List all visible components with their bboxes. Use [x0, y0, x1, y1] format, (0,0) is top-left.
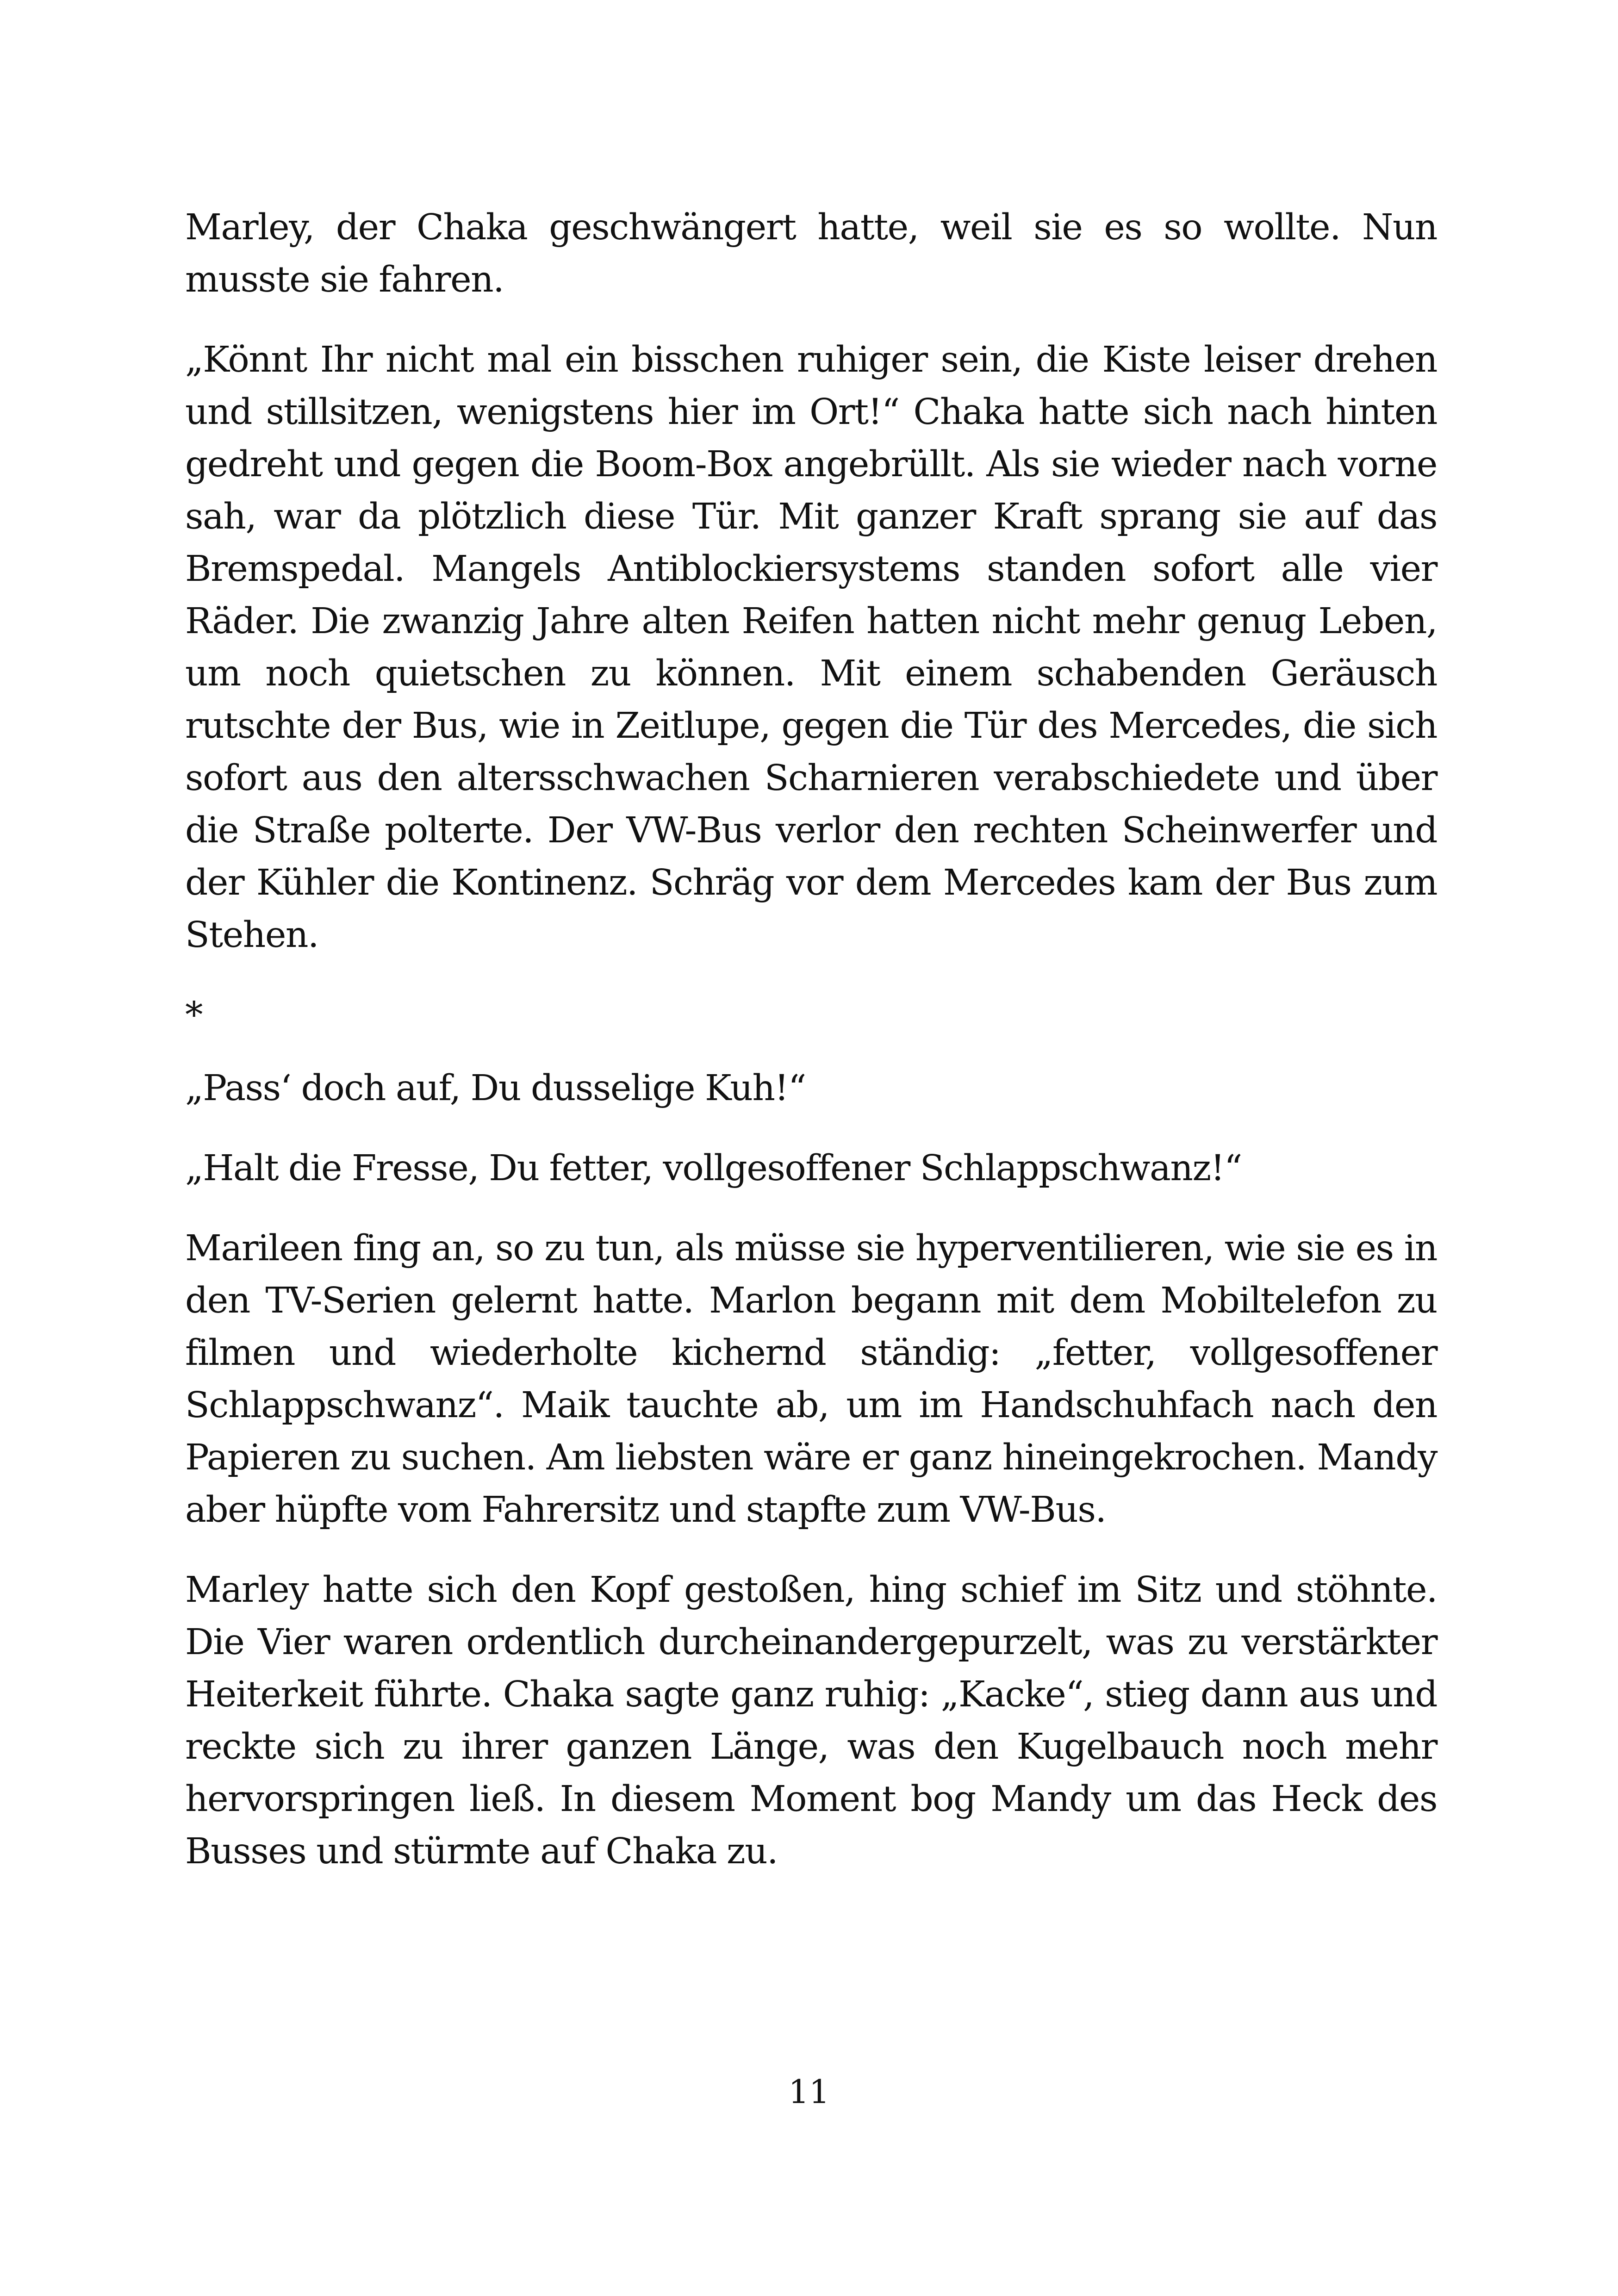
paragraph-chaka-driving: Marley, der Chaka geschwängert hatte, weil sie es so wollte. Nun musste sie fahren. [185, 207, 1437, 300]
dialogue-line-2: „Halt die Fresse, Du fetter, vollgesoffener Schlappschwanz!“ [185, 1148, 1242, 1189]
page-number: 11 [788, 2073, 830, 2111]
paragraph-marileen: Marileen fing an, so zu tun, als müsse sie hyperventilieren, wie sie es in den TV-Serien gelernt hatte. Marlon begann mit dem Mobiltelefon zu filmen und wiederholte kichernd ständig: „fetter, vollgesoffener Schlappschwanz“. Maik tauchte ab, um im Handschuhfach nach den Papieren zu suchen. Am liebsten wäre er ganz hineingekrochen. Mandy aber hüpfte vom Fahrersitz und stapfte zum VW-Bus. [185, 1228, 1437, 1531]
section-separator: * [185, 995, 202, 1036]
dialogue-line-1: „Pass‘ doch auf, Du dusselige Kuh!“ [185, 1068, 806, 1109]
paragraph-marley: Marley hatte sich den Kopf gestoßen, hing schief im Sitz und stöhnte. Die Vier waren ordentlich durcheinandergepurzelt, was zu verstärkter Heiterkeit führte. Chaka sagte ganz ruhig: „Kacke“, stieg dann aus und reckte sich zu ihrer ganzen Länge, was den Kugelbauch noch mehr hervorspringen ließ. In diesem Moment bog Mandy um das Heck des Busses und stürmte auf Chaka zu. [185, 1569, 1437, 1872]
paragraph-collision: „Könnt Ihr nicht mal ein bisschen ruhiger sein, die Kiste leiser drehen und stillsitzen, wenigstens hier im Ort!“ Chaka hatte sich nach hinten gedreht und gegen die Boom-Box angebrüllt. Als sie wieder nach vorne sah, war da plötzlich diese Tür. Mit ganzer Kraft sprang sie auf das Bremspedal. Mangels Antiblockiersystems standen sofort alle vier Räder. Die zwanzig Jahre alten Reifen hatten nicht mehr genug Leben, um noch quietschen zu können. Mit einem schabenden Geräusch rutschte der Bus, wie in Zeitlupe, gegen die Tür des Mercedes, die sich sofort aus den altersschwachen Scharnieren verabschiedete und über die Straße polterte. Der VW-Bus verlor den rechten Scheinwerfer und der Kühler die Kontinenz. Schräg vor dem Mercedes kam der Bus zum Stehen. [185, 339, 1437, 956]
body-text [185, 201, 1437, 1905]
